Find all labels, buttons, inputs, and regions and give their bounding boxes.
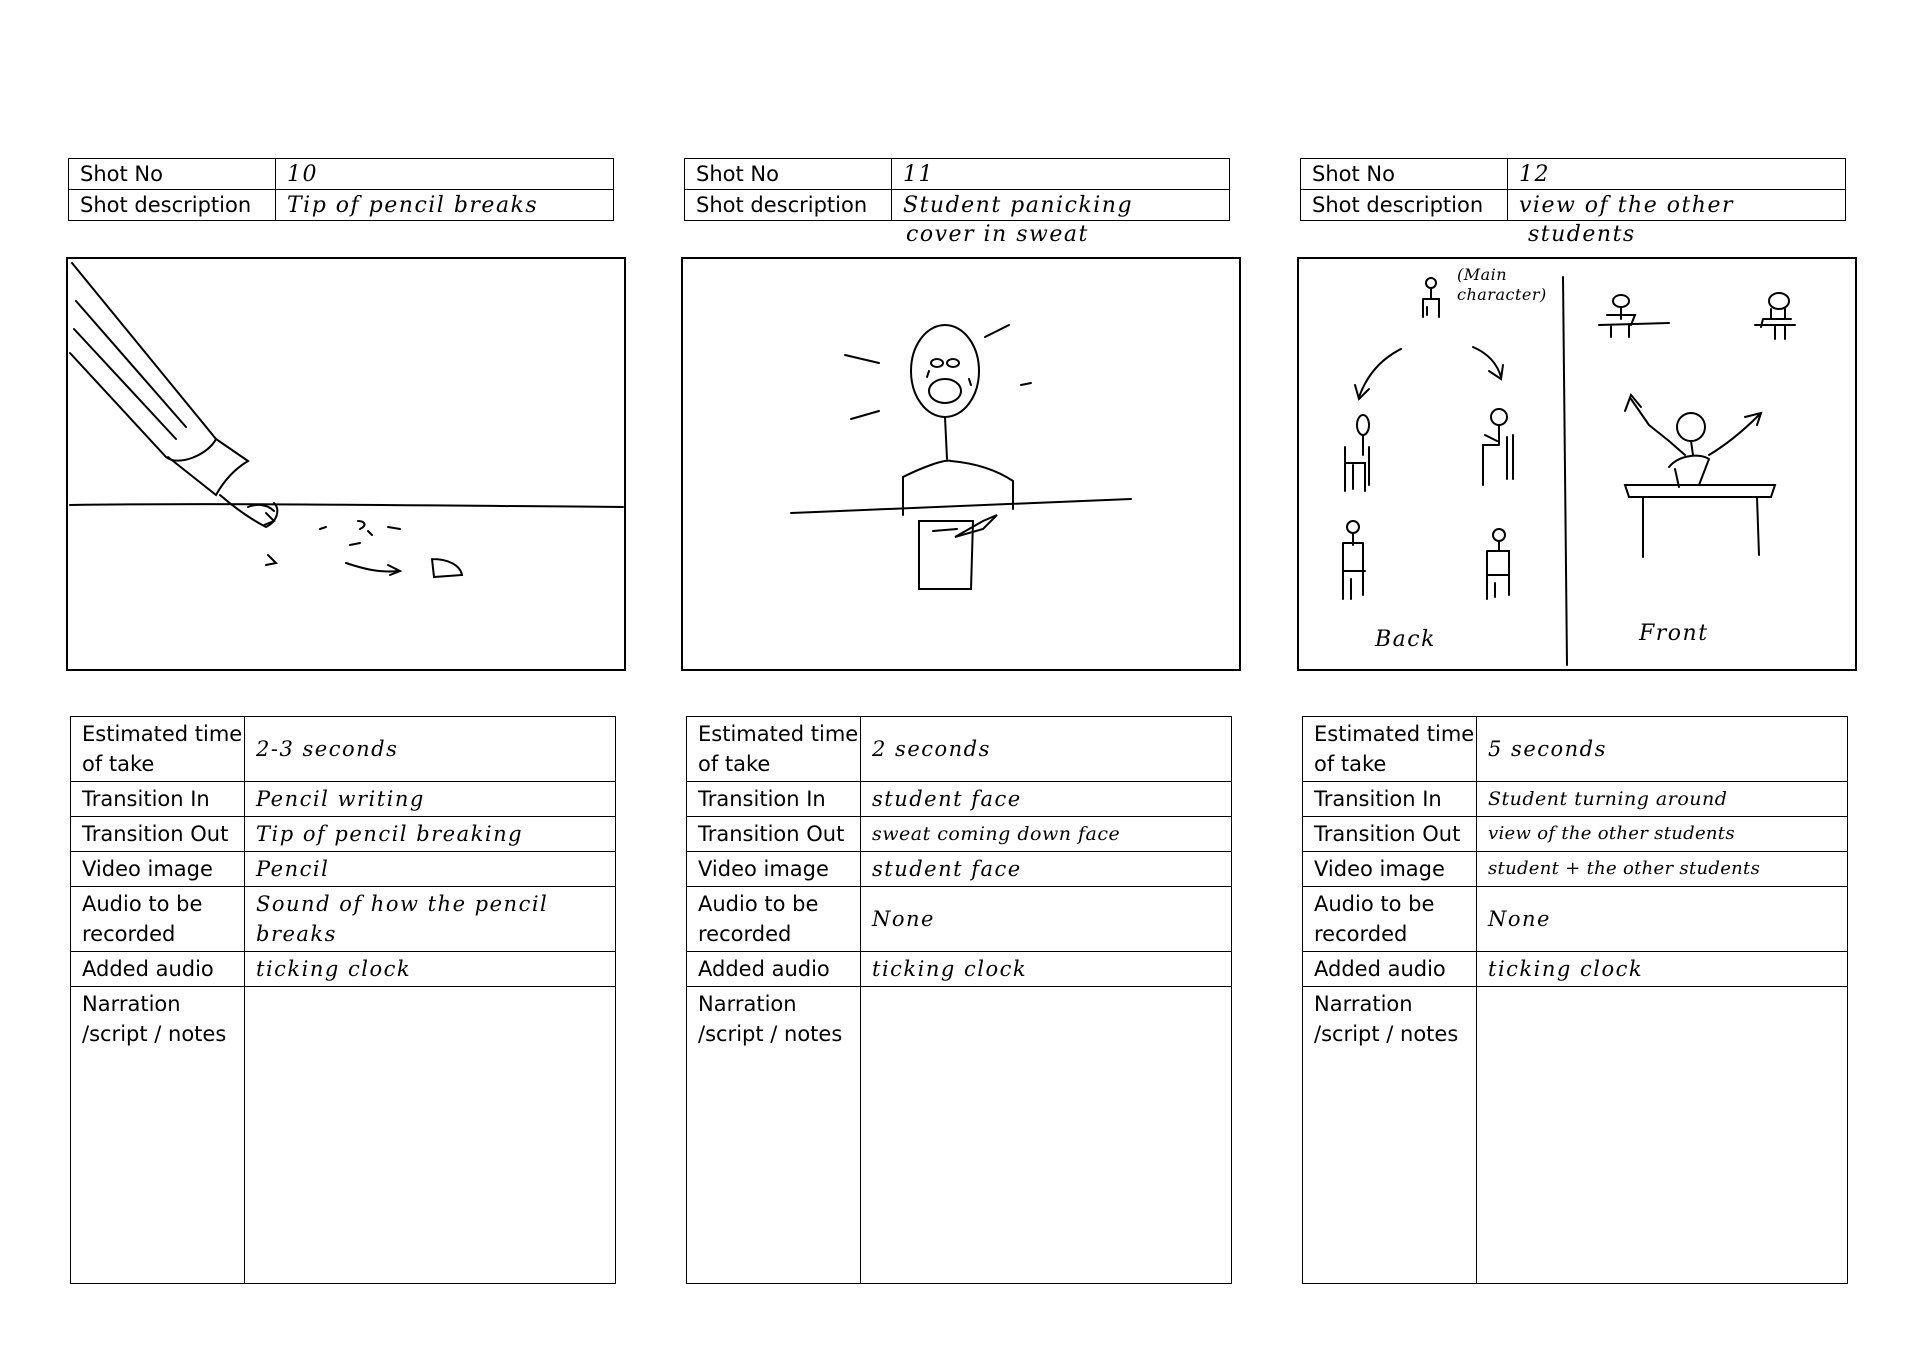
shot-sketch-classroom-view (1297, 257, 1857, 671)
shot-description-label: Shot description (685, 190, 892, 221)
shot-no-value: 12 (1508, 159, 1846, 190)
transition-out-value: Tip of pencil breaking (245, 817, 616, 852)
shot-description-line2: cover in sweat (906, 222, 1089, 247)
added-audio-label: Added audio (71, 952, 245, 987)
audio-recorded-value: Sound of how the pencil breaks (245, 887, 616, 952)
shot-description-label: Shot description (1301, 190, 1508, 221)
shot-description-line2: students (1528, 222, 1636, 247)
sketch-label-front: Front (1639, 621, 1709, 646)
transition-out-label: Transition Out (687, 817, 861, 852)
audio-recorded-value: None (1477, 887, 1848, 952)
shot-sketch-pencil-breaking (66, 257, 626, 671)
transition-out-label: Transition Out (71, 817, 245, 852)
video-image-value: student face (861, 852, 1232, 887)
audio-recorded-label: Audio to be recorded (1303, 887, 1477, 952)
added-audio-value: ticking clock (1477, 952, 1848, 987)
shot-header-table (68, 158, 614, 221)
audio-recorded-label: Audio to be recorded (687, 887, 861, 952)
transition-in-value: student face (861, 782, 1232, 817)
sketch-label-main-character: (Main character) (1457, 265, 1547, 304)
shot-header-table (684, 158, 1230, 247)
storyboard-panel-11 (684, 158, 1244, 1268)
estimated-time-label: Estimated time of take (1303, 717, 1477, 782)
added-audio-value: ticking clock (245, 952, 616, 987)
added-audio-label: Added audio (1303, 952, 1477, 987)
shot-info-table (1302, 716, 1848, 1284)
shot-header-table (1300, 158, 1846, 247)
audio-recorded-value: None (861, 887, 1232, 952)
shot-description-line1: view of the other (1519, 192, 1735, 218)
transition-in-label: Transition In (71, 782, 245, 817)
audio-recorded-label: Audio to be recorded (71, 887, 245, 952)
narration-value (861, 987, 1232, 1284)
narration-label: Narration /script / notes (1303, 987, 1477, 1284)
shot-no-label: Shot No (69, 159, 276, 190)
shot-no-value: 10 (276, 159, 614, 190)
transition-out-value: sweat coming down face (861, 817, 1232, 852)
video-image-value: Pencil (245, 852, 616, 887)
estimated-time-value: 2-3 seconds (245, 717, 616, 782)
transition-out-value: view of the other students (1477, 817, 1848, 852)
shot-description-value (892, 190, 1230, 247)
estimated-time-label: Estimated time of take (687, 717, 861, 782)
narration-value (1477, 987, 1848, 1284)
narration-label: Narration /script / notes (687, 987, 861, 1284)
shot-sketch-student-panicking (681, 257, 1241, 671)
shot-no-label: Shot No (1301, 159, 1508, 190)
shot-info-table (686, 716, 1232, 1284)
estimated-time-value: 5 seconds (1477, 717, 1848, 782)
narration-value (245, 987, 616, 1284)
shot-no-value: 11 (892, 159, 1230, 190)
sketch-label-back: Back (1375, 627, 1436, 652)
video-image-label: Video image (71, 852, 245, 887)
video-image-label: Video image (1303, 852, 1477, 887)
estimated-time-label: Estimated time of take (71, 717, 245, 782)
video-image-value: student + the other students (1477, 852, 1848, 887)
added-audio-label: Added audio (687, 952, 861, 987)
transition-in-label: Transition In (687, 782, 861, 817)
narration-label: Narration /script / notes (71, 987, 245, 1284)
shot-no-label: Shot No (685, 159, 892, 190)
transition-in-label: Transition In (1303, 782, 1477, 817)
video-image-label: Video image (687, 852, 861, 887)
shot-description-line1: Student panicking (903, 192, 1134, 218)
transition-out-label: Transition Out (1303, 817, 1477, 852)
estimated-time-value: 2 seconds (861, 717, 1232, 782)
transition-in-value: Pencil writing (245, 782, 616, 817)
shot-info-table (70, 716, 616, 1284)
shot-description-line1: Tip of pencil breaks (287, 192, 539, 218)
shot-description-value (1508, 190, 1846, 247)
shot-description-value (276, 190, 614, 221)
transition-in-value: Student turning around (1477, 782, 1848, 817)
storyboard-panel-12 (1300, 158, 1860, 1268)
shot-description-label: Shot description (69, 190, 276, 221)
storyboard-panel-10 (68, 158, 628, 1268)
added-audio-value: ticking clock (861, 952, 1232, 987)
